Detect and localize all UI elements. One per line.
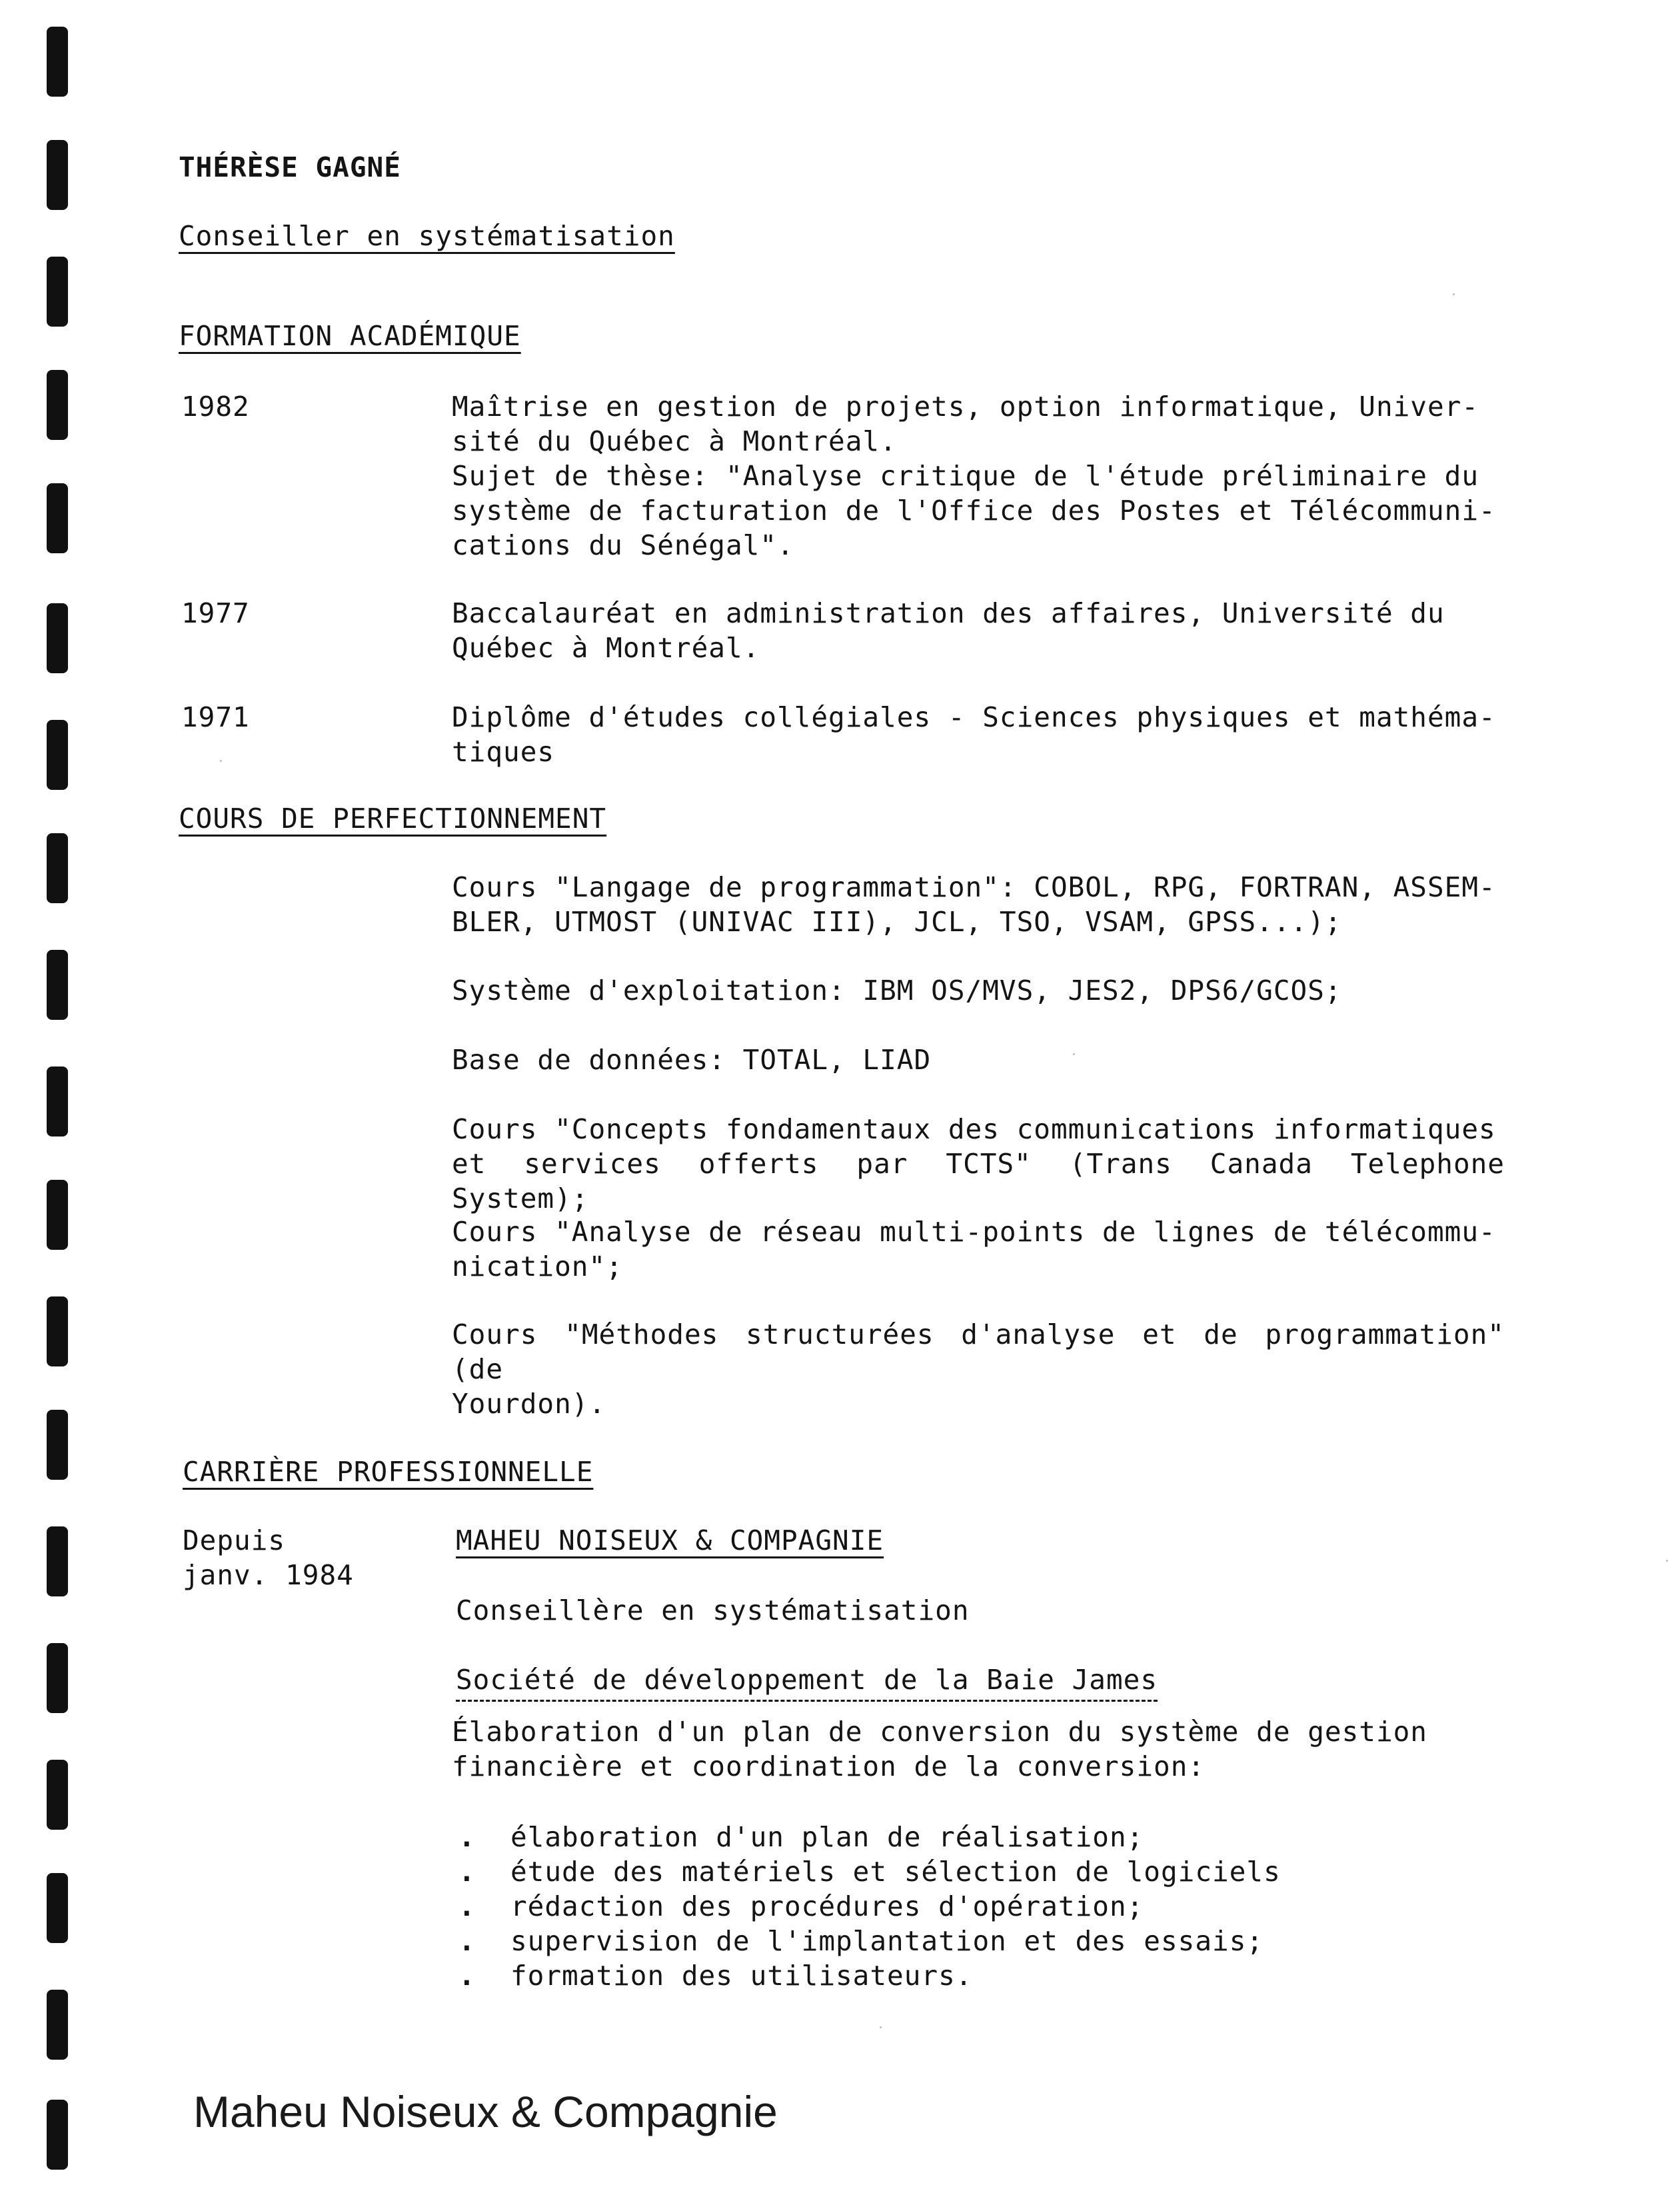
- scan-speck: [1073, 1053, 1075, 1055]
- course-item: Cours "Analyse de réseau multi-points de lignes de télécommu- nication";: [452, 1216, 1496, 1282]
- year-1982: 1982: [181, 391, 250, 423]
- course-item: Cours "Méthodes structurées d'analyse et de programmation" (de Yourdon).: [452, 1318, 1505, 1420]
- position-title: Conseillère en systématisation: [456, 1594, 970, 1626]
- client-name: Société de développement de la Baie James: [456, 1662, 1158, 1702]
- course-item: Base de données: TOTAL, LIAD: [452, 1044, 932, 1076]
- section-heading-formation: FORMATION ACADÉMIQUE: [179, 320, 521, 352]
- course-item: Système d'exploitation: IBM OS/MVS, JES2, DPS6/GCOS;: [452, 975, 1342, 1007]
- list-item: . rédaction des procédures d'opération;: [458, 1890, 1144, 1922]
- bullet-icon: .: [458, 1821, 476, 1853]
- person-name: THÉRÈSE GAGNÉ: [179, 151, 401, 183]
- period-start: Depuis: [183, 1524, 286, 1556]
- scan-speck: [1453, 293, 1455, 295]
- scan-speck: [1666, 1560, 1668, 1562]
- year-1977: 1977: [181, 597, 250, 629]
- job-title: Conseiller en systématisation: [179, 220, 675, 252]
- course-item: Cours "Langage de programmation": COBOL, RPG, FORTRAN, ASSEM- BLER, UTMOST (UNIVAC III), JCL, TSO, VSAM, GPSS...);: [452, 871, 1496, 938]
- list-item: . étude des matériels et sélection de logiciels: [458, 1856, 1281, 1888]
- scan-speck: [220, 760, 222, 762]
- degree-1971: Diplôme d'études collégiales - Sciences physiques et mathéma- tiques: [452, 701, 1496, 768]
- bullet-icon: .: [458, 1925, 476, 1957]
- list-item: . élaboration d'un plan de réalisation;: [458, 1821, 1144, 1853]
- section-heading-perfectionnement: COURS DE PERFECTIONNEMENT: [179, 803, 607, 835]
- course-item: Cours "Concepts fondamentaux des communications informatiques et services offerts par TCTS" (Trans Canada Telephone System);: [452, 1113, 1505, 1214]
- scan-speck: [880, 2026, 882, 2028]
- binder-holes: [0, 0, 80, 2197]
- list-item: . supervision de l'implantation et des essais;: [458, 1925, 1264, 1957]
- mandate-description: Élaboration d'un plan de conversion du système de gestion financière et coordination de la conversion:: [452, 1716, 1427, 1782]
- year-1971: 1971: [181, 701, 250, 733]
- bullet-icon: .: [458, 1960, 476, 1992]
- period-date: janv. 1984: [183, 1559, 354, 1591]
- degree-1982: Maîtrise en gestion de projets, option informatique, Univer- sité du Québec à Montréal. Sujet de thèse: "Analyse critique de l'étude préliminaire du système de facturation de l'Office des Postes et Télécommuni- cations du Sénégal".: [452, 391, 1496, 561]
- degree-1977: Baccalauréat en administration des affaires, Université du Québec à Montréal.: [452, 597, 1445, 664]
- bullet-icon: .: [458, 1890, 476, 1922]
- section-heading-carriere: CARRIÈRE PROFESSIONNELLE: [183, 1456, 594, 1488]
- bullet-icon: .: [458, 1856, 476, 1888]
- list-item: . formation des utilisateurs.: [458, 1960, 973, 1992]
- employer-name: MAHEU NOISEUX & COMPAGNIE: [456, 1524, 884, 1556]
- company-footer: Maheu Noiseux & Compagnie: [193, 2087, 778, 2136]
